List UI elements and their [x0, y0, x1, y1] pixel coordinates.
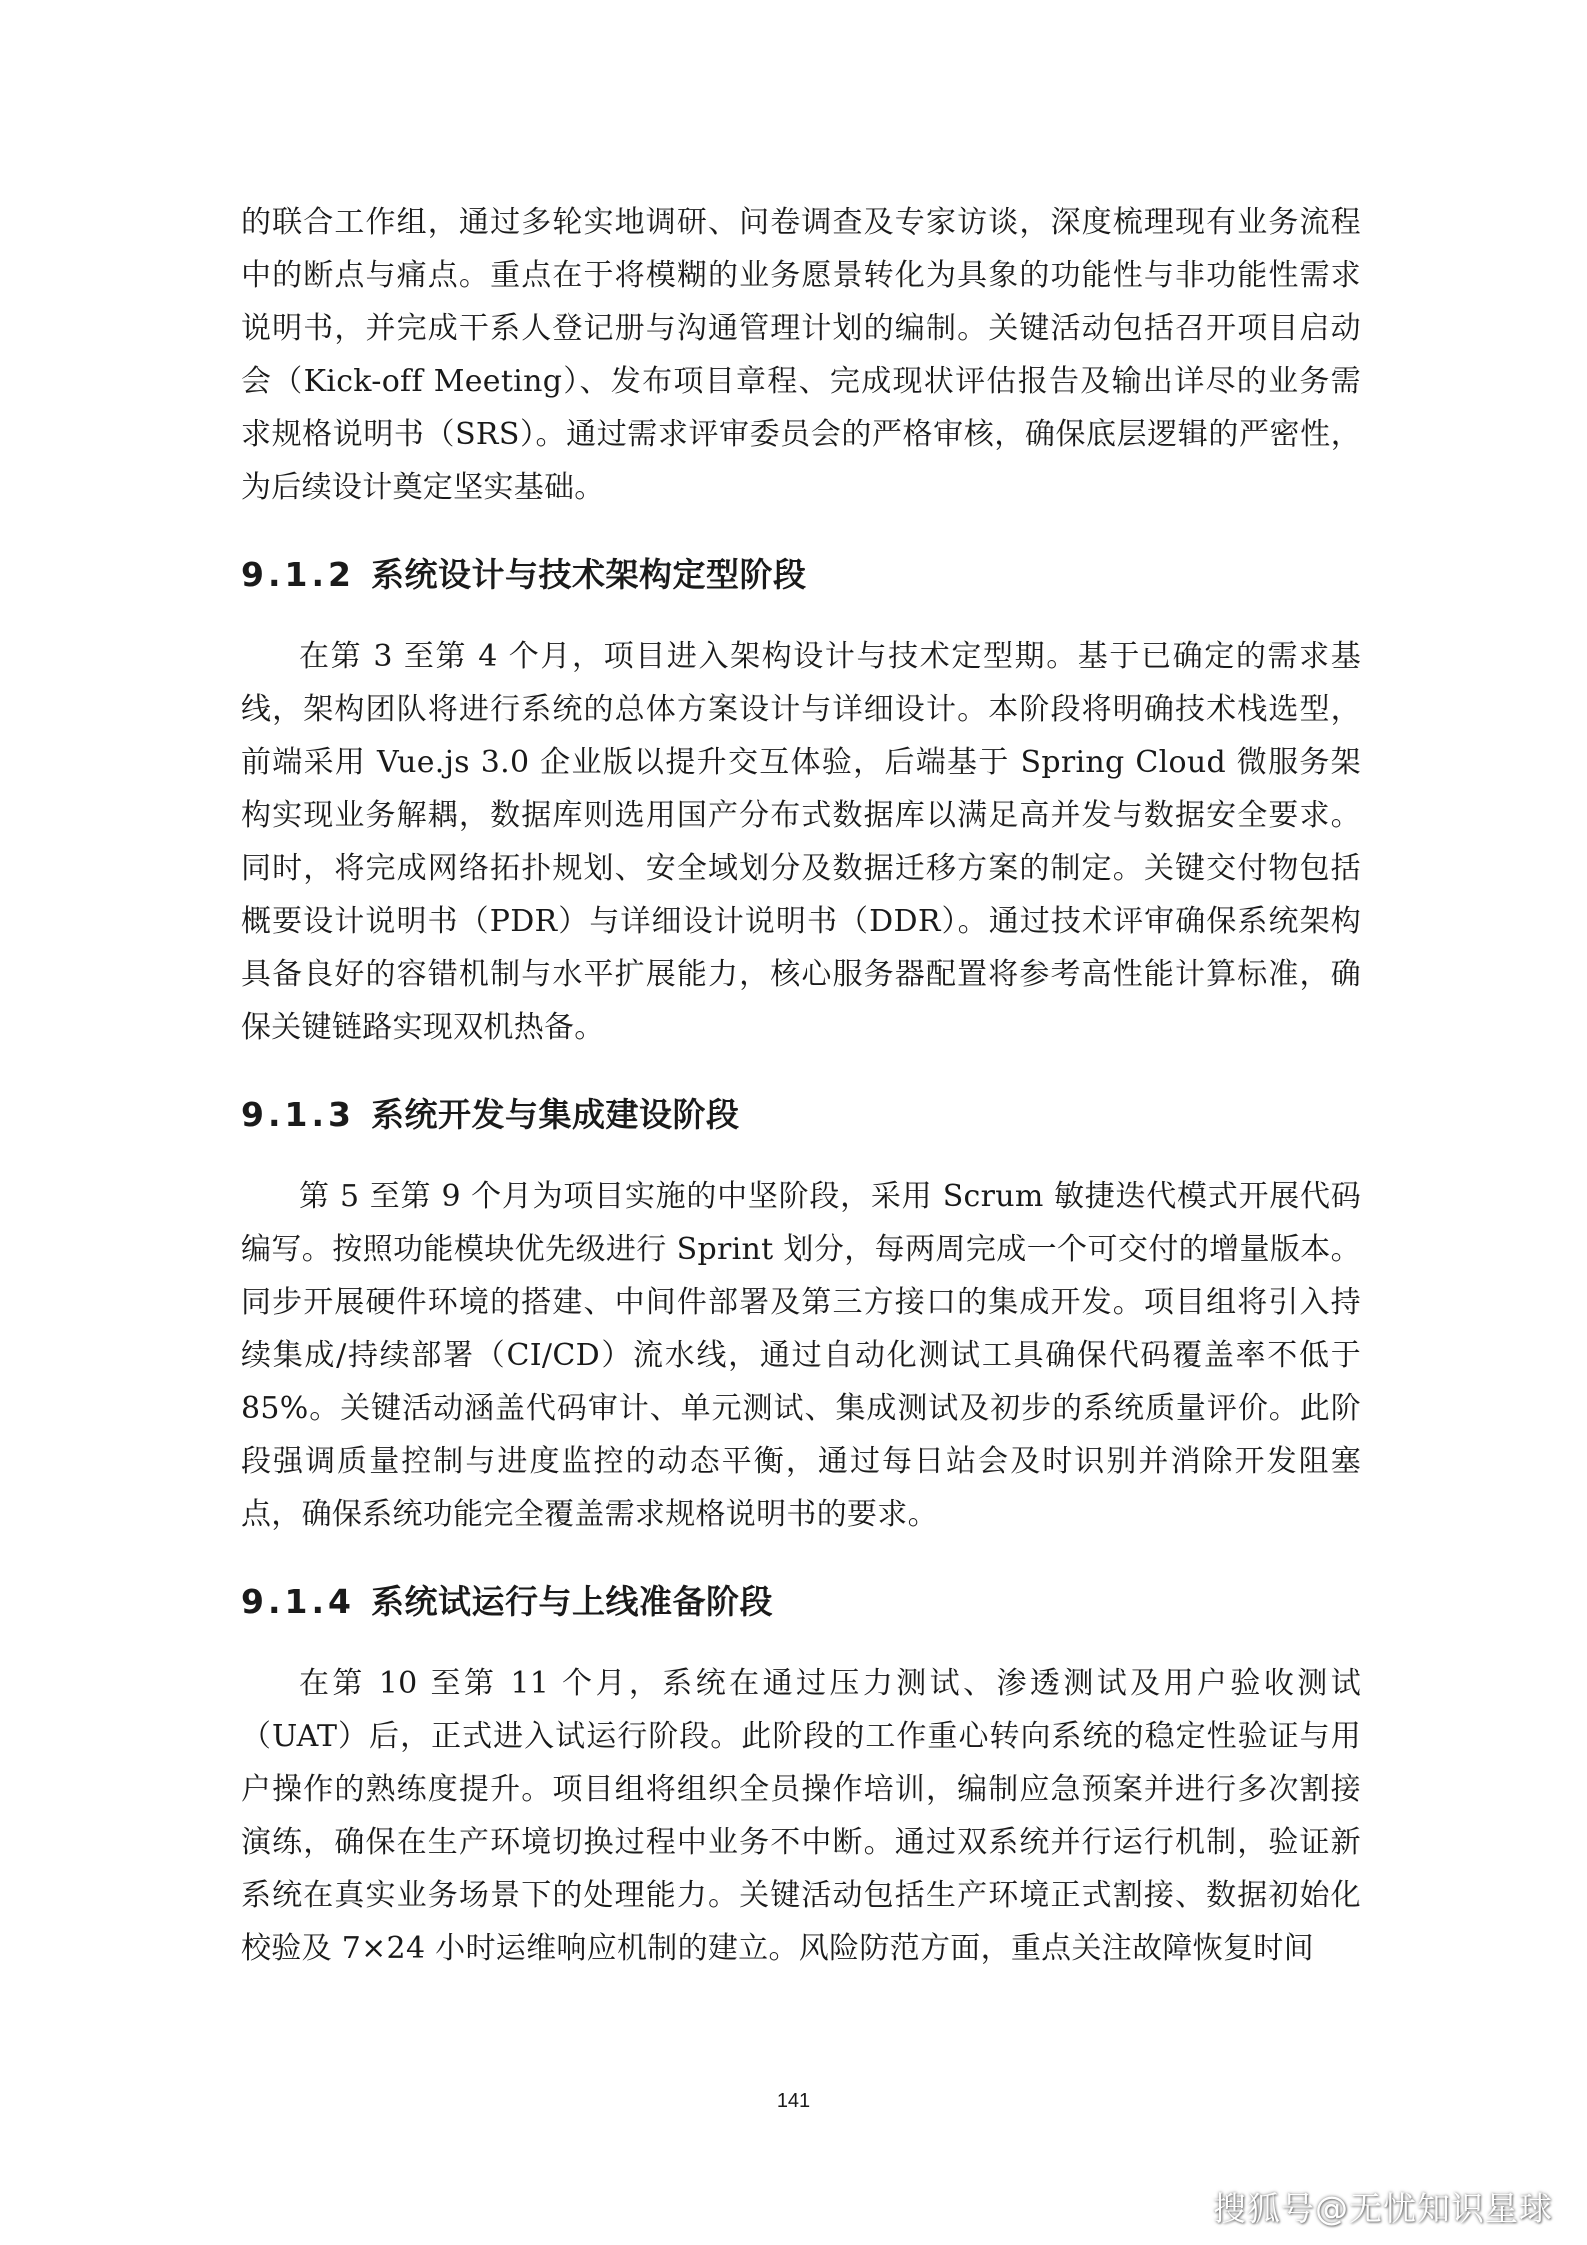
page-body: [241, 196, 1361, 1975]
paragraph-intro-continued: 的联合工作组，通过多轮实地调研、问卷调查及专家访谈，深度梳理现有业务流程中的断点与痛点。重点在于将模糊的业务愿景转化为具象的功能性与非功能性需求说明书，并完成干系人登记册与沟通管理计划的编制。关键活动包括召开项目启动会（Kick-off Meeting）、发布项目章程、完成现状评估报告及输出详尽的业务需求规格说明书（SRS）。通过需求评审委员会的严格审核，确保底层逻辑的严密性，为后续设计奠定坚实基础。: [241, 205, 1361, 505]
section-number: 9.1.4: [241, 1582, 355, 1621]
source-watermark: 搜狐号@无忧知识星球: [1213, 2189, 1553, 2228]
paragraph-development: 第 5 至第 9 个月为项目实施的中坚阶段，采用 Scrum 敏捷迭代模式开展代码编写。按照功能模块优先级进行 Sprint 划分，每两周完成一个可交付的增量版本。同步开展硬件环境的搭建、中间件部署及第三方接口的集成开发。项目组将引入持续集成/持续部署（CI/CD）流水线，通过自动化测试工具确保代码覆盖率不低于 85%。关键活动涵盖代码审计、单元测试、集成测试及初步的系统质量评价。此阶段强调质量控制与进度监控的动态平衡，通过每日站会及时识别并消除开发阻塞点，确保系统功能完全覆盖需求规格说明书的要求。: [241, 1179, 1361, 1532]
section-heading-9-1-3: [241, 1091, 1361, 1139]
page-number: 141: [776, 2090, 811, 2112]
section-title: 系统试运行与上线准备阶段: [370, 1582, 773, 1621]
section-title: 系统设计与技术架构定型阶段: [370, 555, 807, 594]
section-number: 9.1.2: [241, 555, 355, 594]
section-number: 9.1.3: [241, 1095, 355, 1134]
section-heading-9-1-4: [241, 1578, 1361, 1626]
paragraph-trial-run: 在第 10 至第 11 个月，系统在通过压力测试、渗透测试及用户验收测试（UAT）后，正式进入试运行阶段。此阶段的工作重心转向系统的稳定性验证与用户操作的熟练度提升。项目组将组织全员操作培训，编制应急预案并进行多次割接演练，确保在生产环境切换过程中业务不中断。通过双系统并行运行机制，验证新系统在真实业务场景下的处理能力。关键活动包括生产环境正式割接、数据初始化校验及 7×24 小时运维响应机制的建立。风险防范方面，重点关注故障恢复时间: [241, 1666, 1361, 1966]
section-heading-9-1-2: [241, 551, 1361, 599]
paragraph-system-design: 在第 3 至第 4 个月，项目进入架构设计与技术定型期。基于已确定的需求基线，架构团队将进行系统的总体方案设计与详细设计。本阶段将明确技术栈选型，前端采用 Vue.js 3.0 企业版以提升交互体验，后端基于 Spring Cloud 微服务架构实现业务解耦，数据库则选用国产分布式数据库以满足高并发与数据安全要求。同时，将完成网络拓扑规划、安全域划分及数据迁移方案的制定。关键交付物包括概要设计说明书（PDR）与详细设计说明书（DDR）。通过技术评审确保系统架构具备良好的容错机制与水平扩展能力，核心服务器配置将参考高性能计算标准，确保关键链路实现双机热备。: [241, 639, 1361, 1045]
section-title: 系统开发与集成建设阶段: [370, 1095, 740, 1134]
